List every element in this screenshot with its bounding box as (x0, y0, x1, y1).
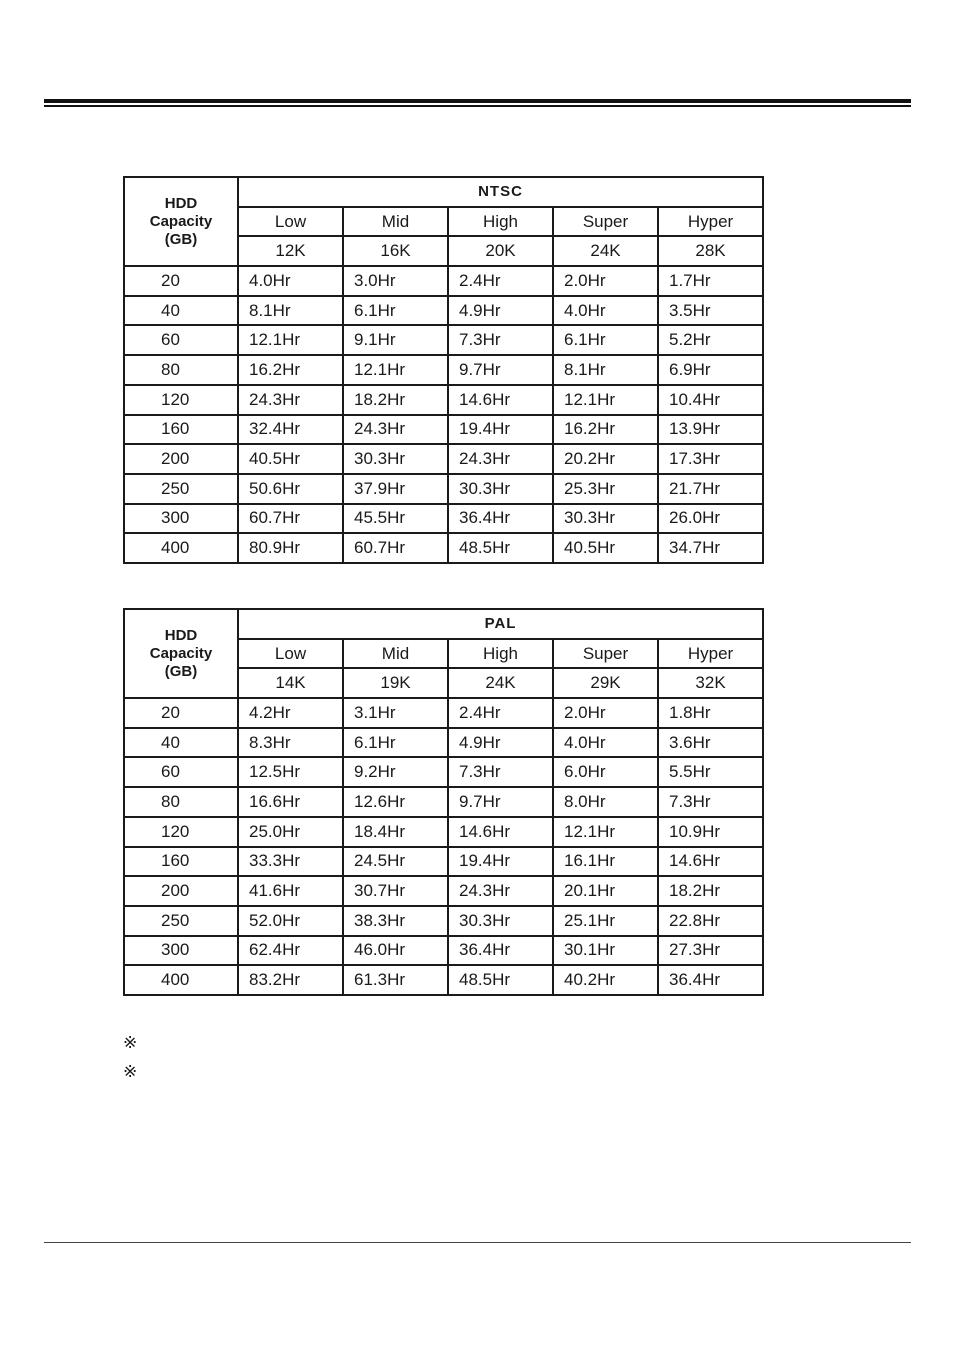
capacity-cell: 80 (124, 787, 238, 817)
recording-time-cell: 10.9Hr (658, 817, 763, 847)
recording-time-cell: 18.4Hr (343, 817, 448, 847)
hdd-capacity-header: HDD Capacity (GB) (124, 609, 238, 698)
recording-time-cell: 12.1Hr (238, 325, 343, 355)
table-row (124, 504, 763, 534)
table-row (124, 296, 763, 326)
recording-time-cell: 4.0Hr (238, 266, 343, 296)
table-row (124, 936, 763, 966)
recording-time-cell: 8.3Hr (238, 728, 343, 758)
capacity-cell: 400 (124, 533, 238, 563)
recording-time-cell: 8.1Hr (238, 296, 343, 326)
mode-header: High (448, 639, 553, 669)
capacity-cell: 60 (124, 757, 238, 787)
recording-time-cell: 52.0Hr (238, 906, 343, 936)
system-header: NTSC (238, 177, 763, 207)
recording-time-cell: 24.3Hr (238, 385, 343, 415)
recording-time-cell: 16.6Hr (238, 787, 343, 817)
recording-time-cell: 12.5Hr (238, 757, 343, 787)
recording-time-cell: 36.4Hr (448, 936, 553, 966)
capacity-cell: 250 (124, 906, 238, 936)
recording-time-cell: 19.4Hr (448, 415, 553, 445)
capacity-cell: 300 (124, 936, 238, 966)
recording-time-cell: 2.0Hr (553, 266, 658, 296)
table-row (124, 847, 763, 877)
table-row (124, 728, 763, 758)
hdd-capacity-header: HDD Capacity (GB) (124, 177, 238, 266)
recording-time-cell: 40.5Hr (238, 444, 343, 474)
recording-time-cell: 4.0Hr (553, 728, 658, 758)
recording-time-cell: 32.4Hr (238, 415, 343, 445)
recording-time-cell: 36.4Hr (448, 504, 553, 534)
recording-time-cell: 18.2Hr (343, 385, 448, 415)
bitrate-header: 19K (343, 668, 448, 698)
note-marker: ※ (123, 1033, 138, 1052)
recording-time-cell: 30.7Hr (343, 876, 448, 906)
recording-time-cell: 48.5Hr (448, 965, 553, 995)
recording-time-cell: 12.6Hr (343, 787, 448, 817)
capacity-cell: 80 (124, 355, 238, 385)
mode-header: Low (238, 639, 343, 669)
recording-time-cell: 9.2Hr (343, 757, 448, 787)
recording-time-cell: 14.6Hr (448, 385, 553, 415)
mode-header: Super (553, 639, 658, 669)
recording-time-cell: 45.5Hr (343, 504, 448, 534)
note-marker: ※ (123, 1062, 138, 1081)
table-row (124, 385, 763, 415)
recording-time-cell: 20.1Hr (553, 876, 658, 906)
recording-time-cell: 34.7Hr (658, 533, 763, 563)
recording-time-cell: 40.2Hr (553, 965, 658, 995)
recording-time-cell: 1.8Hr (658, 698, 763, 728)
bitrate-header: 12K (238, 236, 343, 266)
recording-time-cell: 1.7Hr (658, 266, 763, 296)
capacity-cell: 200 (124, 444, 238, 474)
recording-time-cell: 16.2Hr (553, 415, 658, 445)
recording-time-cell: 4.9Hr (448, 728, 553, 758)
recording-time-cell: 4.0Hr (553, 296, 658, 326)
bitrate-header: 14K (238, 668, 343, 698)
recording-time-cell: 24.3Hr (448, 444, 553, 474)
recording-time-cell: 3.0Hr (343, 266, 448, 296)
recording-time-cell: 22.8Hr (658, 906, 763, 936)
recording-time-cell: 83.2Hr (238, 965, 343, 995)
bitrate-header: 28K (658, 236, 763, 266)
table-row (124, 355, 763, 385)
mode-header: Hyper (658, 207, 763, 237)
recording-time-cell: 30.1Hr (553, 936, 658, 966)
recording-time-cell: 6.1Hr (343, 728, 448, 758)
table-row (124, 965, 763, 995)
recording-time-cell: 7.3Hr (448, 325, 553, 355)
recording-time-cell: 19.4Hr (448, 847, 553, 877)
recording-time-cell: 30.3Hr (553, 504, 658, 534)
recording-time-cell: 8.0Hr (553, 787, 658, 817)
capacity-cell: 400 (124, 965, 238, 995)
capacity-cell: 120 (124, 385, 238, 415)
recording-time-cell: 41.6Hr (238, 876, 343, 906)
recording-time-cell: 6.9Hr (658, 355, 763, 385)
recording-time-cell: 16.1Hr (553, 847, 658, 877)
recording-time-cell: 61.3Hr (343, 965, 448, 995)
table-row (124, 444, 763, 474)
table-row (124, 698, 763, 728)
bitrate-header: 24K (553, 236, 658, 266)
recording-time-cell: 24.3Hr (448, 876, 553, 906)
pal-recording-time-table (123, 608, 764, 996)
table-row (124, 817, 763, 847)
recording-time-cell: 7.3Hr (448, 757, 553, 787)
table-row (124, 757, 763, 787)
capacity-cell: 160 (124, 847, 238, 877)
recording-time-cell: 4.9Hr (448, 296, 553, 326)
recording-time-cell: 6.1Hr (343, 296, 448, 326)
recording-time-cell: 50.6Hr (238, 474, 343, 504)
recording-time-cell: 37.9Hr (343, 474, 448, 504)
capacity-cell: 200 (124, 876, 238, 906)
recording-time-cell: 46.0Hr (343, 936, 448, 966)
recording-time-cell: 2.4Hr (448, 698, 553, 728)
recording-time-cell: 60.7Hr (343, 533, 448, 563)
bitrate-header: 32K (658, 668, 763, 698)
table-row (124, 266, 763, 296)
recording-time-cell: 5.5Hr (658, 757, 763, 787)
recording-time-cell: 13.9Hr (658, 415, 763, 445)
recording-time-cell: 9.1Hr (343, 325, 448, 355)
bitrate-header: 16K (343, 236, 448, 266)
recording-time-cell: 24.3Hr (343, 415, 448, 445)
bitrate-header: 20K (448, 236, 553, 266)
recording-time-cell: 26.0Hr (658, 504, 763, 534)
recording-time-cell: 24.5Hr (343, 847, 448, 877)
recording-time-cell: 8.1Hr (553, 355, 658, 385)
mode-header: Mid (343, 639, 448, 669)
recording-time-cell: 17.3Hr (658, 444, 763, 474)
capacity-cell: 40 (124, 296, 238, 326)
recording-time-cell: 30.3Hr (448, 474, 553, 504)
header-rule (44, 99, 911, 103)
ntsc-recording-time-table (123, 176, 764, 564)
recording-time-cell: 9.7Hr (448, 787, 553, 817)
capacity-cell: 250 (124, 474, 238, 504)
recording-time-cell: 25.1Hr (553, 906, 658, 936)
recording-time-cell: 48.5Hr (448, 533, 553, 563)
recording-time-cell: 5.2Hr (658, 325, 763, 355)
recording-time-cell: 21.7Hr (658, 474, 763, 504)
recording-time-cell: 7.3Hr (658, 787, 763, 817)
recording-time-cell: 33.3Hr (238, 847, 343, 877)
recording-time-cell: 6.0Hr (553, 757, 658, 787)
mode-header: Super (553, 207, 658, 237)
system-header: PAL (238, 609, 763, 639)
recording-time-cell: 12.1Hr (343, 355, 448, 385)
mode-header: Mid (343, 207, 448, 237)
recording-time-cell: 25.0Hr (238, 817, 343, 847)
table-row (124, 533, 763, 563)
table-row (124, 876, 763, 906)
header-rule-thin (44, 105, 911, 107)
recording-time-cell: 20.2Hr (553, 444, 658, 474)
recording-time-cell: 30.3Hr (448, 906, 553, 936)
table-row (124, 415, 763, 445)
recording-time-cell: 6.1Hr (553, 325, 658, 355)
mode-header: Hyper (658, 639, 763, 669)
recording-time-cell: 14.6Hr (448, 817, 553, 847)
recording-time-cell: 38.3Hr (343, 906, 448, 936)
recording-time-cell: 40.5Hr (553, 533, 658, 563)
table-row (124, 474, 763, 504)
capacity-cell: 120 (124, 817, 238, 847)
capacity-cell: 300 (124, 504, 238, 534)
recording-time-cell: 60.7Hr (238, 504, 343, 534)
table-row (124, 906, 763, 936)
recording-time-cell: 18.2Hr (658, 876, 763, 906)
recording-time-cell: 36.4Hr (658, 965, 763, 995)
recording-time-cell: 25.3Hr (553, 474, 658, 504)
capacity-cell: 160 (124, 415, 238, 445)
recording-time-cell: 10.4Hr (658, 385, 763, 415)
recording-time-cell: 62.4Hr (238, 936, 343, 966)
recording-time-cell: 2.0Hr (553, 698, 658, 728)
mode-header: High (448, 207, 553, 237)
recording-time-cell: 80.9Hr (238, 533, 343, 563)
recording-time-cell: 12.1Hr (553, 385, 658, 415)
footer-rule (44, 1242, 911, 1243)
recording-time-cell: 16.2Hr (238, 355, 343, 385)
capacity-cell: 60 (124, 325, 238, 355)
bitrate-header: 24K (448, 668, 553, 698)
capacity-cell: 40 (124, 728, 238, 758)
recording-time-cell: 27.3Hr (658, 936, 763, 966)
recording-time-cell: 4.2Hr (238, 698, 343, 728)
recording-time-cell: 14.6Hr (658, 847, 763, 877)
recording-time-cell: 12.1Hr (553, 817, 658, 847)
mode-header: Low (238, 207, 343, 237)
capacity-cell: 20 (124, 266, 238, 296)
bitrate-header: 29K (553, 668, 658, 698)
capacity-cell: 20 (124, 698, 238, 728)
recording-time-cell: 3.6Hr (658, 728, 763, 758)
table-row (124, 787, 763, 817)
recording-time-cell: 2.4Hr (448, 266, 553, 296)
recording-time-cell: 9.7Hr (448, 355, 553, 385)
recording-time-cell: 3.5Hr (658, 296, 763, 326)
table-row (124, 325, 763, 355)
recording-time-cell: 30.3Hr (343, 444, 448, 474)
recording-time-cell: 3.1Hr (343, 698, 448, 728)
